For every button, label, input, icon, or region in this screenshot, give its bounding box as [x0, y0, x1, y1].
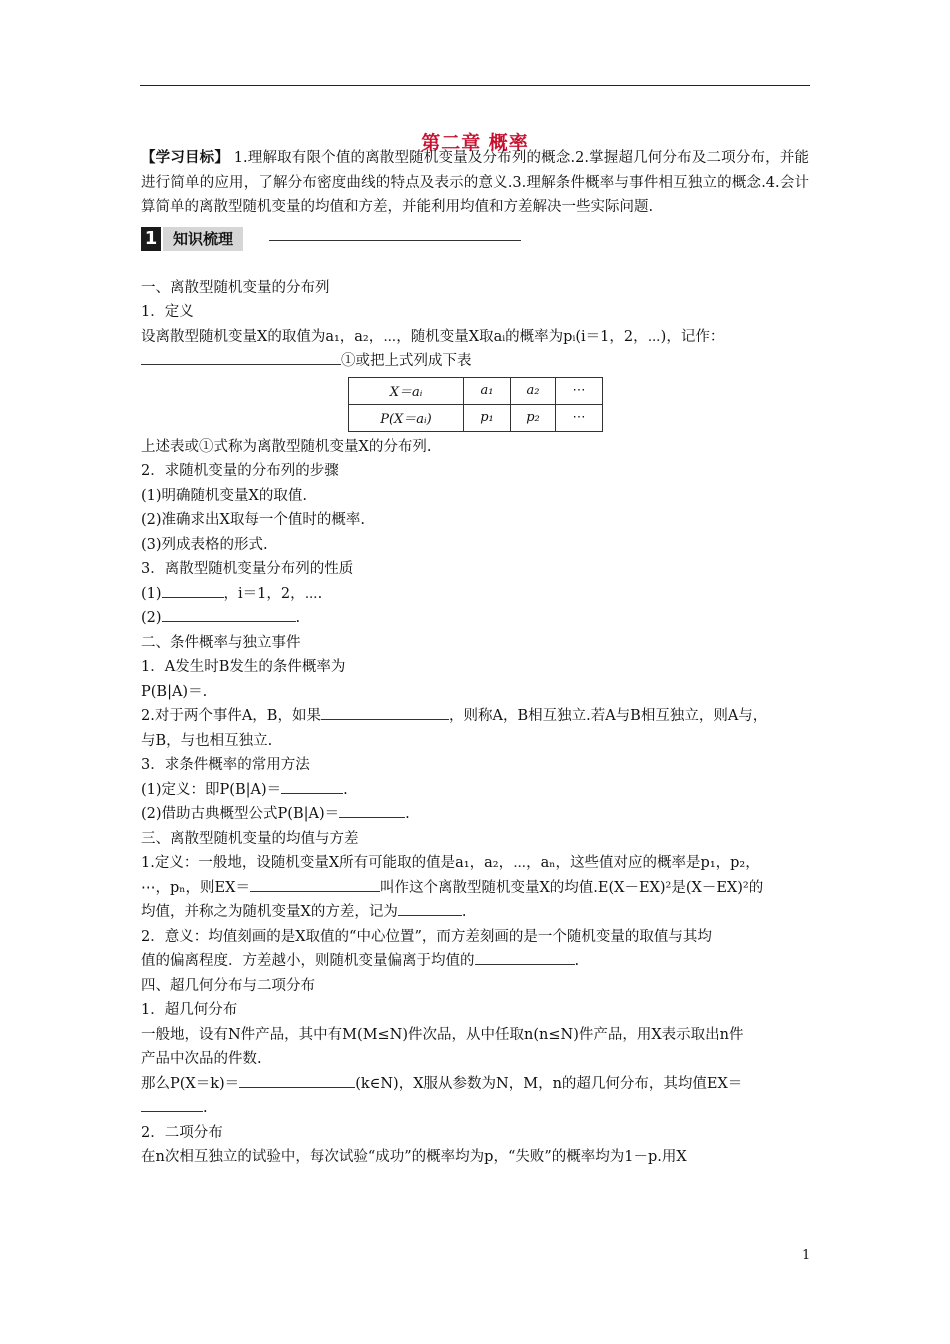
- text-fragment: ，则称A，B相互独立.若A与B相互独立，则A与，: [448, 708, 768, 724]
- text-fragment: .: [203, 1100, 208, 1116]
- text-s2-3b: [141, 802, 813, 827]
- text-fragment: (1): [141, 585, 162, 602]
- table-cell: P(X＝aᵢ): [349, 404, 464, 431]
- text-s4-1b: 产品中次品的件数.: [141, 1051, 262, 1067]
- text-s1-3b: [141, 606, 813, 631]
- fill-blank: [339, 803, 405, 818]
- text-fragment: .: [405, 806, 410, 822]
- text-s4-1d: [141, 1096, 813, 1121]
- text-fragment: (k∈N)，X服从参数为N，M，n的超几何分布，其均值EX＝: [355, 1075, 743, 1092]
- heading-s1: 一、离散型随机变量的分布列: [141, 279, 330, 296]
- sub-s1-3: 3．离散型随机变量分布列的性质: [141, 561, 354, 577]
- text-s3-1a: 1.定义：一般地，设随机变量X所有可能取的值是a₁，a₂，⋯，aₙ，这些值对应的概率是p₁，p₂，: [141, 855, 760, 871]
- distribution-table: [348, 377, 603, 432]
- table-row: [349, 377, 603, 404]
- text-s1-1a: 设离散型随机变量X的取值为a₁，a₂，⋯，随机变量X取aᵢ的概率为pᵢ(i＝1，2，⋯)，记作：: [141, 328, 725, 345]
- text-s4-1c: [141, 1072, 813, 1097]
- objectives-text: 1.理解取有限个值的离散型随机变量及分布列的概念.2.掌握超几何分布及二项分布，并能进行简单的应用，了解分布密度曲线的特点及表示的意义.3.理解条件概率与事件相互独立的概念.4.会计算简单的离散型随机变量的均值和方差，并能利用均值和方差解决一些实际问题.: [141, 150, 809, 215]
- fill-blank: [321, 705, 449, 720]
- text-s2-2b: 与B，与也相互独立.: [141, 732, 273, 749]
- section-rule: [269, 240, 521, 241]
- text-fragment: ，i＝1，2，⋯.: [223, 585, 323, 602]
- heading-s2: 二、条件概率与独立事件: [141, 634, 301, 651]
- table-cell: p₁: [464, 404, 511, 431]
- text-fragment: 叫作这个离散型随机变量X的均值.E(X－EX)²是(X－EX)²的: [379, 879, 764, 896]
- fill-blank: [141, 1097, 203, 1112]
- table-cell: ⋯: [556, 404, 603, 431]
- text-fragment: .: [461, 904, 467, 920]
- section-number: 1: [141, 227, 161, 251]
- text-s3-1b: [141, 876, 813, 901]
- text-fragment: ⋯，pₙ，则EX＝: [141, 879, 250, 896]
- page-number: 1: [802, 1248, 811, 1263]
- text-fragment: .: [295, 610, 301, 626]
- text-s4-1a: 一般地，设有N件产品，其中有M(M≤N)件次品，从中任取n(n≤N)件产品，用X表示取出n件: [141, 1026, 744, 1043]
- text-s4-2a: 在n次相互独立的试验中，每次试验“成功”的概率均为p，“失败”的概率均为1－p.用X: [141, 1149, 687, 1165]
- table-cell: X＝aᵢ: [349, 377, 464, 404]
- sub-s2-3: 3．求条件概率的常用方法: [141, 757, 310, 773]
- text-s3-1c: [141, 900, 813, 925]
- sub-s4-1: 1．超几何分布: [141, 1002, 238, 1018]
- text-s2-3a: [141, 778, 813, 803]
- sub-s2-1: 1．A发生时B发生的条件概率为: [141, 659, 346, 675]
- text-fragment: 2.对于两个事件A，B，如果: [141, 708, 321, 724]
- text-fragment: 值的偏离程度．方差越小，则随机变量偏离于均值的: [141, 953, 475, 969]
- document-body: [141, 146, 813, 1170]
- text-s3-2a: 2．意义：均值刻画的是X取值的“中心位置”，而方差刻画的是一个随机变量的取值与其均: [141, 928, 712, 945]
- chapter-title: 第二章 概率: [421, 132, 529, 154]
- text-fragment: .: [574, 953, 580, 969]
- text-s1-1c: 上述表或①式称为离散型随机变量X的分布列.: [141, 438, 432, 455]
- table-cell: a₁: [464, 377, 511, 404]
- text-fragment: .: [343, 781, 348, 798]
- text-s3-2b: [141, 949, 813, 974]
- text-s1-2a: (1)明确随机变量X的取值.: [141, 487, 307, 504]
- sub-s1-2: 2．求随机变量的分布列的步骤: [141, 463, 339, 479]
- fill-blank: [250, 877, 380, 892]
- text-s1-1b: [141, 349, 813, 374]
- fill-blank: [162, 607, 296, 622]
- learning-objectives: [141, 146, 809, 220]
- text-fragment: (2): [141, 610, 162, 626]
- text-s2-2: [141, 704, 813, 729]
- text-fragment: (1)定义：即P(B|A)＝: [141, 781, 282, 798]
- fill-blank: [475, 950, 575, 965]
- section-label: 知识梳理: [163, 227, 243, 251]
- section-header: [141, 224, 813, 256]
- text-fragment: ①或把上式列成下表: [341, 353, 472, 369]
- text-s1-2b: (2)准确求出X取每一个值时的概率.: [141, 512, 365, 528]
- objectives-tag: 【学习目标】: [141, 149, 230, 166]
- text-fragment: (2)借助古典概型公式P(B|A)＝: [141, 806, 340, 822]
- fill-blank: [141, 350, 341, 365]
- text-fragment: 均值，并称之为随机变量X的方差，记为: [141, 904, 398, 920]
- sub-s4-2: 2．二项分布: [141, 1124, 223, 1141]
- fill-blank: [239, 1073, 355, 1088]
- header-rule: [140, 85, 810, 86]
- fill-blank: [162, 583, 224, 598]
- fill-blank: [398, 901, 462, 916]
- text-s1-2c: (3)列成表格的形式.: [141, 536, 268, 553]
- heading-s3: 三、离散型随机变量的均值与方差: [141, 830, 359, 847]
- fill-blank: [281, 779, 343, 794]
- sub-s1-1: 1．定义: [141, 304, 194, 320]
- table-cell: p₂: [511, 404, 556, 431]
- table-row: [349, 404, 603, 431]
- table-cell: ⋯: [556, 377, 603, 404]
- table-cell: a₂: [511, 377, 556, 404]
- text-s1-3a: [141, 582, 813, 607]
- heading-s4: 四、超几何分布与二项分布: [141, 977, 315, 994]
- text-fragment: 那么P(X＝k)＝: [141, 1075, 240, 1092]
- text-s2-1a: P(B|A)＝.: [141, 683, 208, 700]
